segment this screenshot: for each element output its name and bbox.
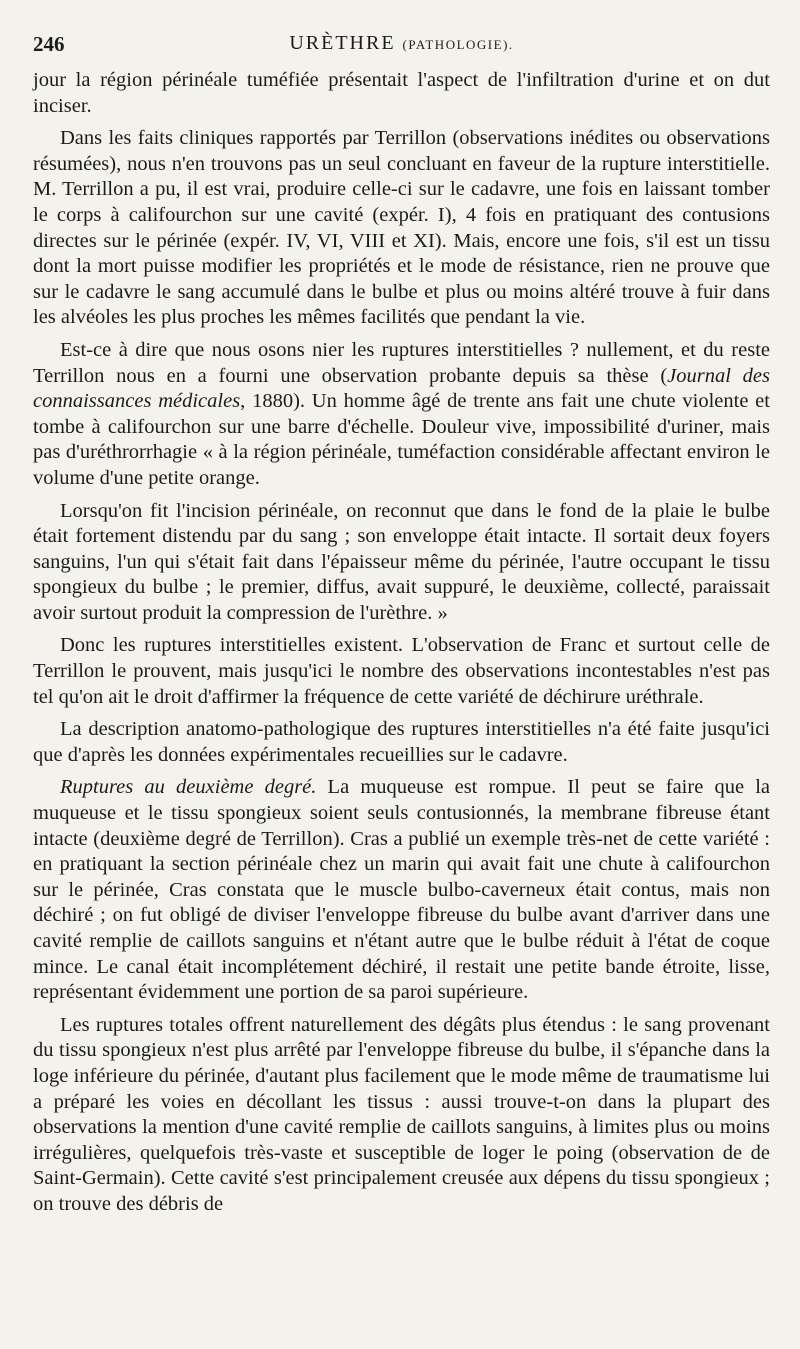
paragraph: La description anatomo-pathologique des ruptures interstitielles n'a été faite jusqu'ici que d'après les données expérimentales recueillies sur le cadavre. <box>33 718 770 766</box>
page-body <box>33 68 770 1218</box>
paragraph: Les ruptures totales offrent naturellement des dégâts plus étendus : le sang provenant du tissu spongieux n'est plus arrêté par l'enveloppe fibreuse du bulbe, il s'épanche dans la loge inférieure du périnée, d'autant plus facilement que le mode même de traumatisme lui a préparé les voies en décollant les tissus : aussi trouve-t-on dans la plupart des observations la mention d'une cavité remplie de caillots sanguins, à limites plus ou moins irrégulières, quelquefois très-vaste et susceptible de loger le poing (observation de de Saint-Germain). Cette cavité s'est principalement creusée aux dépens du tissu spongieux ; on trouve des débris de <box>33 1013 770 1215</box>
paragraph: Donc les ruptures interstitielles existent. L'observation de Franc et surtout celle de Terrillon le prouvent, mais jusqu'ici le nombre des observations incontestables n'est pas tel qu'on ait le droit d'affirmer la fréquence de cette variété de déchirure uréthrale. <box>33 634 770 708</box>
page-header <box>33 28 770 68</box>
paragraph <box>33 775 770 1005</box>
running-title-section: (PATHOLOGIE). <box>402 37 514 52</box>
paragraph-text: La muqueuse est rompue. Il peut se faire que la muqueuse et le tissu spongieux soient seuls contusionnés, la membrane fibreuse étant intacte (deuxième degré de Terrillon). Cras a publié un exemple très-net de cette variété : en pratiquant la section périnéale chez un marin qui avait fait une chute à califourchon sur le périnée, Cras constata que le muscle bulbo-caverneux était contus, mais non déchiré ; on fut obligé de diviser l'enveloppe fibreuse du bulbe avant d'arriver dans une cavité remplie de caillots sanguins et n'étant autre que le bulbe réduit à l'état de coque mince. Le canal était incomplétement déchiré, il restait une petite bande étroite, lisse, représentant évidemment une portion de sa paroi supérieure. <box>33 776 770 1004</box>
paragraph: Lorsqu'on fit l'incision périnéale, on reconnut que dans le fond de la plaie le bulbe était fortement distendu par du sang ; son enveloppe était intacte. Il sortait deux foyers sanguins, l'un qui s'était fait dans l'épaisseur même du périnée, l'autre occupant le tissu spongieux du bulbe ; le premier, diffus, avait suppuré, le deuxième, collecté, paraissait avoir surtout produit la compression de l'urèthre. » <box>33 499 770 624</box>
paragraph <box>33 338 770 492</box>
running-title <box>33 32 770 55</box>
paragraph-text: , 1880). Un homme âgé de trente ans fait une chute violente et tombe à califourchon sur une barre d'échelle. Douleur vive, impossibilité d'uriner, mais pas d'uréthrorrhagie « à la région périnéale, tuméfaction considérable affectant environ le volume d'une petite orange. <box>33 390 770 489</box>
running-title-main: URÈTHRE <box>289 32 396 54</box>
paragraph: Dans les faits cliniques rapportés par Terrillon (observations inédites ou observations résumées), nous n'en trouvons pas un seul concluant en faveur de la rupture interstitielle. M. Terrillon a pu, il est vrai, produire celle-ci sur le cadavre, une fois en laissant tomber le corps à califourchon sur une cavité (expér. I), 4 fois en pratiquant des contusions directes sur le périnée (expér. IV, VI, VIII et XI). Mais, encore une fois, s'il est un tissu dont la mort puisse modifier les propriétés et le mode de résistance, rien ne prouve que sur le cadavre le sang accumulé dans le bulbe et plus ou moins altéré trouve à fuir dans les alvéoles les plus proches les mêmes facilités que pendant la vie. <box>33 127 770 329</box>
page-number: 246 <box>33 32 65 56</box>
paragraph: jour la région périnéale tuméfiée présentait l'aspect de l'infiltration d'urine et on dut inciser. <box>33 69 770 117</box>
section-lead: Ruptures au deuxième degré. <box>60 776 317 799</box>
journal-title: Journal des connaissances médicales <box>33 364 770 413</box>
paragraph-text: Est-ce à dire que nous osons nier les ruptures interstitielles ? nullement, et du reste Terrillon nous en a fourni une observation probante depuis sa thèse ( <box>33 338 770 387</box>
